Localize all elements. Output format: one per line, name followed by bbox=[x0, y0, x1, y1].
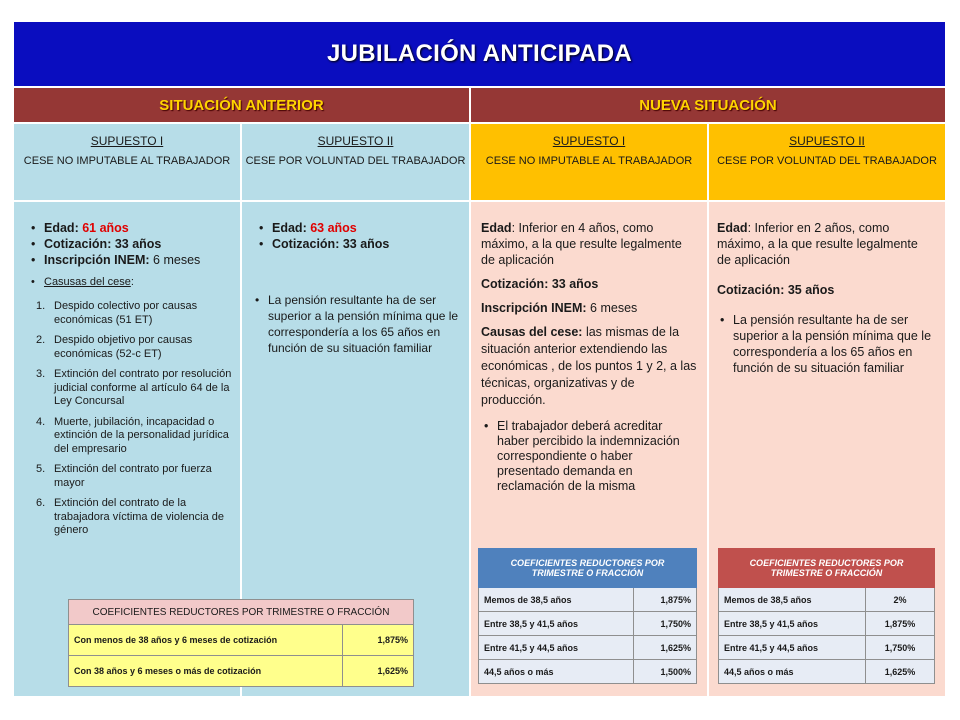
coeficientes-table-nueva-2 bbox=[718, 548, 935, 684]
table-cell-label: Entre 41,5 y 44,5 años bbox=[719, 636, 866, 660]
table-header: COEFICIENTES REDUCTORES POR TRIMESTRE O FRACCIÓN bbox=[69, 600, 414, 625]
subheader-anterior-1 bbox=[14, 124, 240, 200]
table-cell-label: Memos de 38,5 años bbox=[719, 588, 866, 612]
table-cell-label: Memos de 38,5 años bbox=[479, 588, 634, 612]
table-row bbox=[479, 612, 697, 636]
table-cell-label: Con 38 años y 6 meses o más de cotización bbox=[69, 656, 343, 687]
subheader-title: SUPUESTO II bbox=[789, 134, 865, 148]
page-title: JUBILACIÓN ANTICIPADA bbox=[14, 22, 945, 86]
table-cell-label: Entre 41,5 y 44,5 años bbox=[479, 636, 634, 660]
table-row bbox=[719, 612, 935, 636]
table-header: COEFICIENTES REDUCTORES POR TRIMESTRE O FRACCIÓN bbox=[719, 549, 935, 588]
causas-text: Causas del cese: las mismas de la situación anterior extendiendo las económicas , de los puntos 1 y 2, a las técnicas, organizativas y de producción. bbox=[481, 325, 697, 407]
list-item: • Cotización: 33 años bbox=[44, 236, 232, 252]
section-header-anterior: SITUACIÓN ANTERIOR bbox=[14, 88, 469, 122]
subheader-text: CESE NO IMPUTABLE AL TRABAJADOR bbox=[23, 155, 231, 167]
list-item: 2. Despido objetivo por causas económicas (52-c ET) bbox=[36, 334, 193, 360]
table-cell-label: 44,5 años o más bbox=[719, 660, 866, 684]
table-cell-label: Con menos de 38 años y 6 meses de cotización bbox=[69, 625, 343, 656]
table-cell-value: 1,875% bbox=[634, 588, 697, 612]
table-row bbox=[479, 660, 697, 684]
list-item: 3. Extinción del contrato por resolución judicial conforme al artículo 64 de la Ley Concursal bbox=[36, 368, 232, 407]
table-cell-label: Entre 38,5 y 41,5 años bbox=[479, 612, 634, 636]
list-item: 4. Muerte, jubilación, incapacidad o extinción de la personalidad jurídica del empresario bbox=[36, 415, 229, 455]
table-cell-value: 1,875% bbox=[343, 625, 414, 656]
table-row bbox=[69, 625, 414, 656]
subheader-title: SUPUESTO I bbox=[90, 134, 164, 148]
pension-note: • La pensión resultante ha de ser superior a la pensión mínima que le correspondería a los 65 años en función de su situación familiar bbox=[733, 312, 935, 376]
table-cell-value: 1,750% bbox=[634, 612, 697, 636]
table-cell-value: 1,875% bbox=[866, 612, 935, 636]
coeficientes-table-anterior bbox=[68, 599, 414, 687]
list-item: • Casusas del cese: bbox=[44, 274, 232, 290]
table-row bbox=[479, 636, 697, 660]
indemnizacion-note: • El trabajador deberá acreditar haber percibido la indemnización correspondiente o haber presentado demanda en reclamación de la misma bbox=[497, 419, 697, 494]
subheader-nueva-1 bbox=[471, 124, 707, 200]
table-row bbox=[719, 660, 935, 684]
table-cell-label: Entre 38,5 y 41,5 años bbox=[719, 612, 866, 636]
subheader-text: CESE POR VOLUNTAD DEL TRABAJADOR bbox=[717, 155, 937, 167]
table-cell-value: 1,625% bbox=[866, 660, 935, 684]
cotizacion-text: Cotización: 35 años bbox=[717, 283, 835, 297]
list-item: 6. Extinción del contrato de la trabajadora víctima de violencia de género bbox=[36, 497, 224, 536]
inscripcion-text: Inscripción INEM: 6 meses bbox=[481, 301, 638, 315]
causas-list bbox=[24, 300, 232, 538]
section-header-nueva: NUEVA SITUACIÓN bbox=[471, 88, 945, 122]
table-row bbox=[719, 588, 935, 612]
table-cell-label: 44,5 años o más bbox=[479, 660, 634, 684]
subheader-title: SUPUESTO II bbox=[317, 134, 394, 148]
subheader-text: CESE NO IMPUTABLE AL TRABAJADOR bbox=[485, 155, 693, 167]
list-item: • Edad: 61 años bbox=[44, 220, 232, 236]
table-row bbox=[69, 656, 414, 687]
table-cell-value: 1,625% bbox=[634, 636, 697, 660]
table-row bbox=[479, 588, 697, 612]
edad-text: Edad: Inferior en 4 años, como máximo, a la que resulte legalmente de aplicación bbox=[481, 221, 682, 267]
cotizacion-text: Cotización: 33 años bbox=[481, 277, 599, 291]
table-header: COEFICIENTES REDUCTORES POR TRIMESTRE O FRACCIÓN bbox=[479, 549, 697, 588]
list-item: • Cotización: 33 años bbox=[272, 236, 461, 252]
list-item: 5. Extinción del contrato por fuerza mayor bbox=[36, 463, 212, 489]
table-cell-value: 1,750% bbox=[866, 636, 935, 660]
subheader-anterior-2 bbox=[242, 124, 469, 200]
table-row bbox=[719, 636, 935, 660]
table-cell-value: 2% bbox=[866, 588, 935, 612]
list-item: • Inscripción INEM: 6 meses bbox=[44, 252, 232, 268]
subheader-title: SUPUESTO I bbox=[552, 134, 626, 148]
subheader-nueva-2 bbox=[709, 124, 945, 200]
table-cell-value: 1,625% bbox=[343, 656, 414, 687]
requirements-list bbox=[24, 220, 232, 268]
table-cell-value: 1,500% bbox=[634, 660, 697, 684]
list-item: 1. Despido colectivo por causas económicas (51 ET) bbox=[36, 300, 198, 326]
coeficientes-table-nueva-1 bbox=[478, 548, 697, 684]
pension-note: • La pensión resultante ha de ser superior a la pensión mínima que le correspondería a los 65 años en función de su situación familiar bbox=[268, 292, 461, 356]
list-item: • Edad: 63 años bbox=[272, 220, 461, 236]
requirements-list bbox=[252, 220, 461, 252]
subheader-text: CESE POR VOLUNTAD DEL TRABAJADOR bbox=[245, 155, 466, 167]
edad-text: Edad: Inferior en 2 años, como máximo, a la que resulte legalmente de aplicación bbox=[717, 221, 918, 267]
